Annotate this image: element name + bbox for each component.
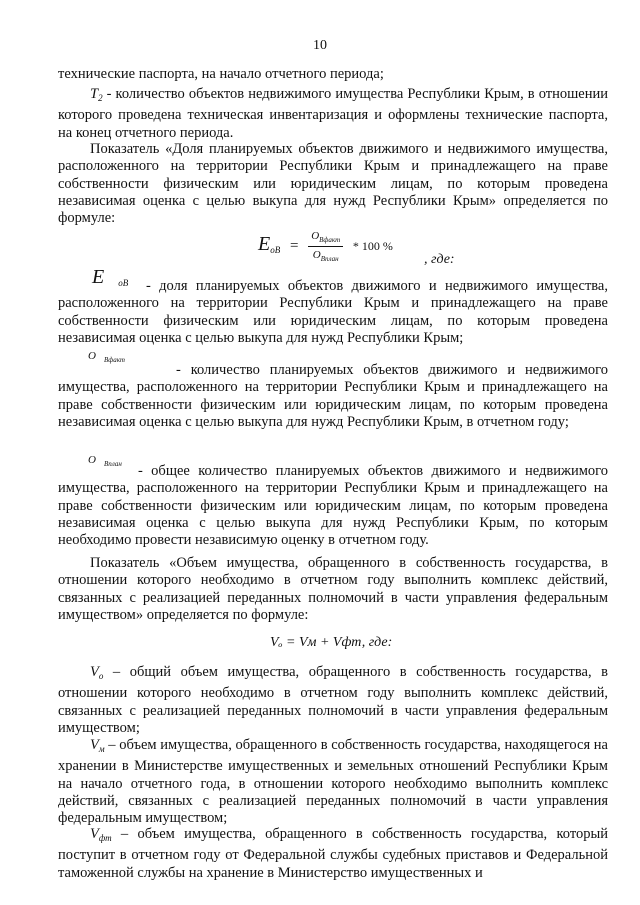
- symbol-vft-sub: фт: [98, 833, 112, 843]
- definition-t2-text: - количество объектов недвижимого имущества Республики Крым, в отношении которого проведена техническая инвентаризация и оформлены технические паспорта, на конец отчетного периода.: [58, 86, 608, 141]
- definition-oplan: - общее количество планируемых объектов движимого и недвижимого имущества, расположенного на территории Республики Крым и принадлежащего на праве собственности физическим или юридическим лицам, по которым проведена независимая оценка с целью выкупа для нужд Республики Крым, по которым необходимо провести независимую оценку в отчетном году.: [58, 463, 608, 549]
- symbol-e: E: [92, 266, 105, 288]
- denominator-symbol: O: [312, 249, 321, 261]
- formula-share-numerator: [308, 230, 343, 247]
- symbol-e-sub: оВ: [118, 278, 129, 288]
- definition-ofact: - количество планируемых объектов движимого и недвижимого имущества, расположенного на территории Республики Крым и принадлежащего на праве собственности физическим или юридическим лицам, по которым проведена независимая оценка с целью выкупа для нужд Республики Крым, в отчетном году;: [58, 362, 608, 430]
- formula-volume: Vₒ = Vм + Vфт, где:: [270, 635, 393, 650]
- definition-vo-text: – общий объем имущества, обращенного в собственность государства, в отношении которого необходимо в отчетном году выполнить комплекс действий, связанных с реализацией переданных полномочий в части управления федеральным имуществом;: [58, 664, 608, 736]
- variable-t-subscript: 2: [98, 93, 103, 103]
- numerator-subscript: Вфакт: [319, 236, 341, 244]
- definition-t2: [58, 86, 608, 142]
- definition-vft: [58, 826, 608, 882]
- formula-share-multiplier: * 100 %: [352, 238, 393, 253]
- paragraph-indicator-volume: Показатель «Объем имущества, обращенного в собственность государства, в отношении которого необходимо в отчетном году выполнить комплекс действий, связанных с реализацией переданных полномочий в части управления федеральным имуществом» определяется по формуле:: [58, 555, 608, 623]
- symbol-vft: V: [90, 826, 99, 842]
- formula-share-eq: =: [289, 237, 299, 254]
- formula-share-denominator: [308, 247, 343, 263]
- symbol-vm-sub: м: [98, 744, 105, 754]
- definition-e: - доля планируемых объектов движимого и недвижимого имущества, расположенного на территории Республики Крым и принадлежащего на праве собственности физическим или юридическим лицам, по которым проведена независимая оценка с целью выкупа для нужд Республики Крым;: [58, 278, 608, 346]
- symbol-ofact: O: [88, 350, 96, 362]
- symbol-oplan-sub: Вплан: [103, 460, 122, 468]
- formula-share: [258, 230, 393, 263]
- formula-share-lhs-sub: оВ: [270, 244, 281, 255]
- definition-vm-text: – объем имущества, обращенного в собственность государства, находящегося на хранении в Министерстве имущественных и земельных отношений Республики Крым на начало отчетного года, в отношении которого необходимо выполнить комплекс действий, связанных с реализацией переданных полномочий в части управления федеральным имуществом;: [58, 737, 608, 827]
- formula-share-lhs: E: [258, 232, 271, 255]
- symbol-oplan: O: [88, 454, 96, 466]
- symbol-vm: V: [90, 737, 99, 753]
- numerator-symbol: O: [311, 230, 320, 242]
- variable-t: T: [90, 86, 99, 102]
- paragraph-indicator-share: Показатель «Доля планируемых объектов движимого и недвижимого имущества, расположенного на территории Республики Крым и принадлежащего на праве собственности физическим или юридическим лицам, по которым проведена независимая оценка с целью выкупа для нужд Республики Крым» определяется по формуле:: [58, 141, 608, 227]
- formula-share-fraction: [308, 230, 343, 263]
- definition-vm: [58, 737, 608, 827]
- paragraph-continuation: технические паспорта, на начало отчетного периода;: [58, 66, 384, 82]
- formula-share-where: , где:: [424, 252, 455, 267]
- denominator-subscript: Вплан: [320, 255, 339, 263]
- definition-vft-text: – объем имущества, обращенного в собственность государства, который поступит в отчетном году от Федеральной службы судебных приставов и Федеральной таможенной службы на хранение в Министерство имущественных и: [58, 826, 608, 881]
- symbol-vo: V: [90, 664, 99, 680]
- symbol-ofact-sub: Вфакт: [103, 356, 125, 364]
- symbol-vo-sub: о: [98, 671, 104, 681]
- definition-vo: [58, 664, 608, 737]
- page-number: 10: [313, 38, 327, 53]
